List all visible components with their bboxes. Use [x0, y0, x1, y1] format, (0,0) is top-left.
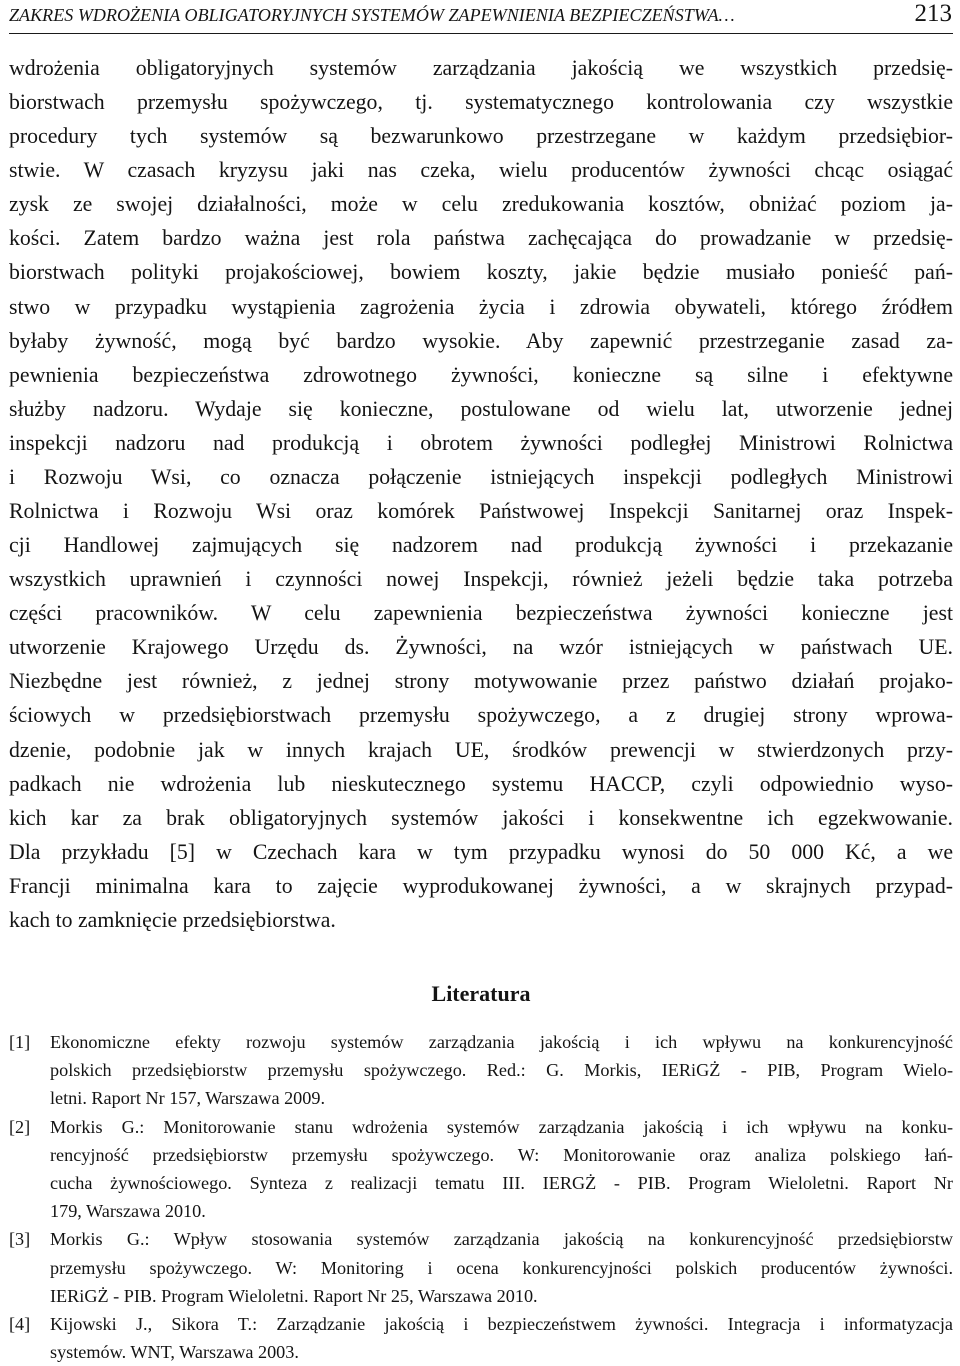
reference-item	[9, 1028, 953, 1113]
reference-line: Kijowski J., Sikora T.: Zarządzanie jakością i bezpieczeństwem żywności. Integracja i informatyzacja	[50, 1313, 953, 1334]
body-line: zysk ze swojej działalności, może w celu zredukowania kosztów, obniżać poziom ja-	[9, 192, 953, 217]
body-line: Rolnictwa i Rozwoju Wsi oraz komórek Państwowej Inspekcji Sanitarnej oraz Inspek-	[9, 499, 953, 524]
body-line: wdrożenia obligatoryjnych systemów zarządzania jakością we wszystkich przedsię-	[9, 56, 953, 80]
reference-number: [2]	[9, 1116, 31, 1137]
body-line: wszystkich uprawnień i czynności nowej Inspekcji, również jeżeli będzie taka potrzeba	[9, 567, 953, 592]
document-page	[9, 0, 953, 1366]
reference-line: Morkis G.: Wpływ stosowania systemów zarządzania jakością na konkurencyjność przedsiębiorstw	[50, 1229, 953, 1250]
reference-line: IERiGŻ - PIB. Program Wieloletni. Raport Nr 25, Warszawa 2010.	[50, 1285, 538, 1306]
body-line: utworzenie Krajowego Urzędu ds. Żywności, na wzór istniejących w państwach UE.	[9, 635, 953, 660]
body-line: i Rozwoju Wsi, co oznacza połączenie istniejących inspekcji podległych Ministrowi	[9, 464, 953, 489]
body-line: byłaby żywność, mogą być bardzo wysokie. Aby zapewnić przestrzeganie zasad za-	[9, 328, 953, 353]
reference-line: 179, Warszawa 2010.	[50, 1201, 206, 1222]
reference-line: Ekonomiczne efekty rozwoju systemów zarządzania jakością i ich wpływu na konkurencyjność	[50, 1032, 953, 1053]
body-line: ściowych w przedsiębiorstwach przemysłu spożywczego, a z drugiej strony wprowa-	[9, 703, 953, 728]
body-line: kich kar za brak obligatoryjnych systemów jakości i konsekwentne ich egzekwowanie.	[9, 805, 953, 830]
reference-line: cucha żywnościowego. Synteza z realizacji tematu III. IERGŻ - PIB. Program Wieloletni. Raport Nr	[50, 1172, 953, 1193]
reference-line: polskich przedsiębiorstw przemysłu spożywczego. Red.: G. Morkis, IERiGŻ - PIB, Program Wielo-	[50, 1060, 953, 1081]
body-line: biorstwach przemysłu spożywczego, tj. systematycznego kontrolowania czy wszystkie	[9, 90, 953, 115]
body-line: kach to zamknięcie przedsiębiorstwa.	[9, 907, 336, 932]
body-line: Francji minimalna kara to zajęcie wyprodukowanej żywności, a w skrajnych przypad-	[9, 873, 953, 898]
reference-list	[9, 1028, 953, 1366]
reference-number: [4]	[9, 1313, 31, 1334]
body-line: części pracowników. W celu zapewnienia bezpieczeństwa żywności konieczne jest	[9, 601, 953, 626]
body-line: kości. Zatem bardzo ważna jest rola państwa zachęcająca do prowadzanie w przedsię-	[9, 226, 953, 251]
page-number: 213	[914, 0, 952, 27]
bibliography-heading: Literatura	[431, 981, 531, 1007]
reference-item	[9, 1225, 953, 1310]
body-line: inspekcji nadzoru nad produkcją i obrotem żywności podległej Ministrowi Rolnictwa	[9, 430, 953, 455]
body-line: pewnienia bezpieczeństwa zdrowotnego żywności, konieczne są silne i efektywne	[9, 362, 953, 387]
reference-item	[9, 1310, 953, 1366]
running-title: ZAKRES WDROŻENIA OBLIGATORYJNYCH SYSTEMÓW ZAPEWNIENIA BEZPIECZEŃSTWA…	[9, 5, 735, 25]
body-line: służby nadzoru. Wydaje się konieczne, postulowane od wielu lat, utworzenie jednej	[9, 396, 953, 421]
body-line: biorstwach polityki projakościowej, bowiem koszty, jakie będzie musiało ponieść pań-	[9, 260, 953, 285]
body-paragraph	[9, 51, 953, 937]
body-line: stwo w przypadku wystąpienia zagrożenia życia i zdrowia obywateli, którego źródłem	[9, 294, 953, 319]
body-line: padkach nie wdrożenia lub nieskutecznego systemu HACCP, czyli odpowiednio wyso-	[9, 771, 953, 796]
reference-number: [3]	[9, 1229, 31, 1250]
reference-line: letni. Raport Nr 157, Warszawa 2009.	[50, 1088, 325, 1109]
body-line: stwie. W czasach kryzysu jaki nas czeka, wielu producentów żywności chcąc osiągać	[9, 158, 953, 183]
reference-line: przemysłu spożywczego. W: Monitoring i ocena konkurencyjności polskich producentów żywności.	[50, 1257, 953, 1278]
reference-number: [1]	[9, 1032, 31, 1053]
body-line: cji Handlowej zajmujących się nadzorem nad produkcją żywności i przekazanie	[9, 533, 953, 558]
reference-item	[9, 1113, 953, 1226]
body-line: procedury tych systemów są bezwarunkowo przestrzegane w każdym przedsiębior-	[9, 124, 953, 149]
body-line: Dla przykładu [5] w Czechach kara w tym przypadku wynosi do 50 000 Kć, a we	[9, 839, 953, 864]
reference-line: rencyjność przedsiębiorstw przemysłu spożywczego. W: Monitorowanie oraz analiza polskiego łań-	[50, 1144, 953, 1165]
body-line: Niezbędne jest również, z jednej strony motywowanie przez państwo działań projako-	[9, 669, 953, 694]
running-header	[9, 0, 953, 34]
reference-line: systemów. WNT, Warszawa 2003.	[50, 1342, 299, 1363]
body-line: dzenie, podobnie jak w innych krajach UE, środków prewencji w stwierdzonych przy-	[9, 737, 953, 762]
reference-line: Morkis G.: Monitorowanie stanu wdrożenia systemów zarządzania jakością i ich wpływu na konku-	[50, 1116, 953, 1137]
